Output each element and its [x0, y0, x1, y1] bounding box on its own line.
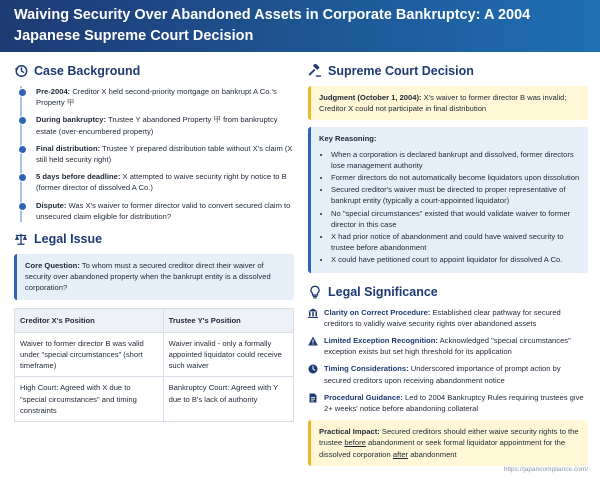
table-cell: Waiver invalid - only a formally appointed liquidator could receive such waiver [163, 332, 293, 377]
list-item: • When a corporation is declared bankrupt and dissolved, former directors lose management authority [331, 149, 580, 171]
warning-icon [308, 336, 318, 346]
gavel-icon [308, 64, 322, 78]
significance-item: Timing Considerations: Underscored importance of prompt action by secured creditors upon receiving abandonment notice [308, 363, 588, 385]
significance-item: Procedural Guidance: Led to 2004 Bankruptcy Rules requiring trustees give 2+ weeks' notice before abandoning collateral [308, 392, 588, 414]
history-icon [14, 64, 28, 78]
table-row [15, 377, 294, 422]
timeline-item: Pre-2004: Creditor X held second-priority mortgage on bankrupt A Co.'s Property 甲 [36, 86, 294, 108]
timeline-item: During bankruptcy: Trustee Y abandoned Property 甲 from bankruptcy estate (over-encumbered property) [36, 114, 294, 136]
timeline-item: Dispute: Was X's waiver to former director valid to convert secured claim to unsecured claim eligible for distribution? [36, 200, 294, 222]
significance-item: Limited Exception Recognition: Acknowledged "special circumstances" exception exists but set high threshold for its application [308, 335, 588, 357]
table-cell: Waiver to former director B was valid under "special circumstances" (short timeframe) [15, 332, 164, 377]
timeline-item: 5 days before deadline: X attempted to waive security right by notice to B (former director of dissolved A Co.) [36, 171, 294, 193]
supreme-court-heading: Supreme Court Decision [308, 62, 588, 80]
page-header [0, 0, 600, 52]
clock-icon [308, 364, 318, 374]
significance-item: Clarity on Correct Procedure: Established clear pathway for secured creditors to validly waive security rights over abandoned assets [308, 307, 588, 329]
left-column [14, 62, 294, 422]
right-column [308, 62, 588, 466]
practical-impact-box: Practical Impact: Secured creditors should either waive security rights to the trustee before abandonment or seek formal liquidator appointment for the dissolved corporation after abandonment [308, 420, 588, 466]
source-url: https://japancompliance.com/ [503, 466, 588, 473]
list-item: • X had prior notice of abandonment and could have waived security to trustee before abandonment [331, 231, 580, 253]
page-title: Waiving Security Over Abandoned Assets in Corporate Bankruptcy: A 2004 Japanese Supreme Court Decision [14, 7, 531, 44]
table-cell: Bankruptcy Court: Agreed with Y due to B's lack of authority [163, 377, 293, 422]
case-timeline [20, 86, 294, 222]
legal-issue-heading: Legal Issue [14, 230, 294, 248]
scale-icon [14, 232, 28, 246]
positions-table [14, 308, 294, 422]
timeline-item: Final distribution: Trustee Y prepared distribution table without X's claim (X still held security right) [36, 143, 293, 165]
legal-significance-heading: Legal Significance [308, 283, 588, 301]
lightbulb-icon [308, 285, 322, 299]
table-row [15, 332, 294, 377]
building-icon [308, 308, 318, 318]
list-item: • X could have petitioned court to appoint liquidator for dissolved A Co. [331, 254, 580, 265]
judgment-box: Judgment (October 1, 2004): X's waiver to former director B was invalid; Creditor X could not participate in final distribution [308, 86, 588, 120]
case-background-heading: Case Background [14, 62, 294, 80]
column-header: Creditor X's Position [15, 308, 164, 332]
list-item: • Secured creditor's waiver must be directed to proper representative of bankrupt entity (typically a court-appointed liquidator) [331, 184, 580, 206]
table-header-row [15, 308, 294, 332]
list-item: • No "special circumstances" existed that would validate waiver to former director in this case [331, 208, 580, 230]
list-item: • Former directors do not automatically become liquidators upon dissolution [331, 172, 580, 183]
document-icon [308, 393, 318, 403]
table-cell: High Court: Agreed with X due to "special circumstances" and timing constraints [15, 377, 164, 422]
reasoning-list [319, 149, 580, 266]
column-header: Trustee Y's Position [163, 308, 293, 332]
key-reasoning-box: Key Reasoning: • When a corporation is declared bankrupt and dissolved, former directors lose management authority • Former directors do not automatically become liquidators upon dissolution • Secured creditor's waiver must be directed to proper representative of bankrupt entity (typically a court-appointed liquidator) • No "special circumstances" existed that would validate waiver to former director in this case • X had prior notice of abandonment and could have waived security to trustee before abandonment • X could have petitioned court to appoint liquidator for dissolved A Co. [308, 127, 588, 272]
core-question-box: Core Question: To whom must a secured creditor direct their waiver of security over abandoned property when the bankrupt entity is a dissolved corporation? [14, 254, 294, 300]
